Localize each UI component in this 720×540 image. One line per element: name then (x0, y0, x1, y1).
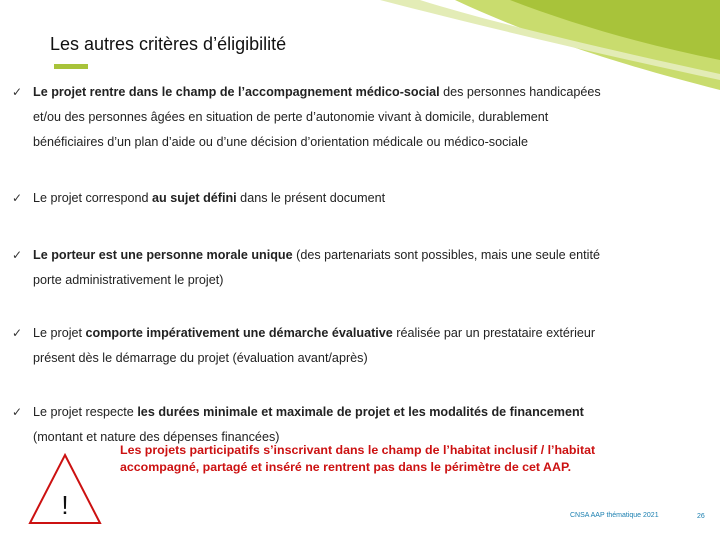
criteria-item-1 (12, 80, 717, 155)
criteria-1-line2: et/ou des personnes âgées en situation de perte d’autonomie vivant à domicile, durablement (33, 110, 549, 124)
decorative-swoosh (360, 0, 720, 90)
checkmark-icon: ✓ (12, 326, 23, 340)
criteria-3-line2: porte administrativement le projet) (33, 273, 224, 287)
criteria-4-line2: présent dès le démarrage du projet (évaluation avant/après) (33, 351, 368, 365)
criteria-item-2 (12, 186, 717, 211)
checkmark-icon: ✓ (12, 191, 23, 205)
criteria-1-bold: Le projet rentre dans le champ de l’accompagnement médico-social (33, 85, 440, 99)
warning-symbol: ! (61, 490, 69, 520)
criteria-item-3 (12, 243, 717, 293)
warning-triangle-icon (28, 452, 102, 526)
criteria-5-text-before: Le projet respecte (33, 405, 138, 419)
criteria-item-4 (12, 321, 717, 371)
page-number: 26 (697, 513, 705, 520)
footer-label: CNSA AAP thématique 2021 (570, 512, 659, 519)
checkmark-icon: ✓ (12, 405, 23, 419)
warning-note-line2: accompagné, partagé et inséré ne rentrent pas dans le périmètre de cet AAP. (120, 460, 572, 474)
criteria-5-line2: (montant et nature des dépenses financées) (33, 430, 280, 444)
criteria-1-text: des personnes handicapées (439, 85, 601, 99)
checkmark-icon: ✓ (12, 248, 23, 262)
criteria-4-bold: comporte impérativement une démarche évaluative (85, 326, 393, 340)
criteria-4-text-after: réalisée par un prestataire extérieur (392, 326, 596, 340)
criteria-2-text-before: Le projet correspond (33, 191, 153, 205)
warning-note-line1: Les projets participatifs s’inscrivant dans le champ de l’habitat inclusif / l’habitat (120, 443, 596, 457)
criteria-2-text-after: dans le présent document (236, 191, 386, 205)
criteria-4-text-before: Le projet (33, 326, 86, 340)
page-title: Les autres critères d’éligibilité (50, 34, 287, 54)
checkmark-icon: ✓ (12, 85, 23, 99)
criteria-3-text: (des partenariats sont possibles, mais une seule entité (292, 248, 600, 262)
criteria-1-line3: bénéficiaires d’un plan d’aide ou d’une décision d’orientation médicale ou médico-sociale (33, 135, 528, 149)
title-underline (54, 64, 88, 69)
warning-note (120, 442, 710, 476)
criteria-2-bold: au sujet défini (152, 191, 237, 205)
criteria-5-bold: les durées minimale et maximale de projet et les modalités de financement (137, 405, 584, 419)
criteria-3-bold: Le porteur est une personne morale unique (33, 248, 293, 262)
